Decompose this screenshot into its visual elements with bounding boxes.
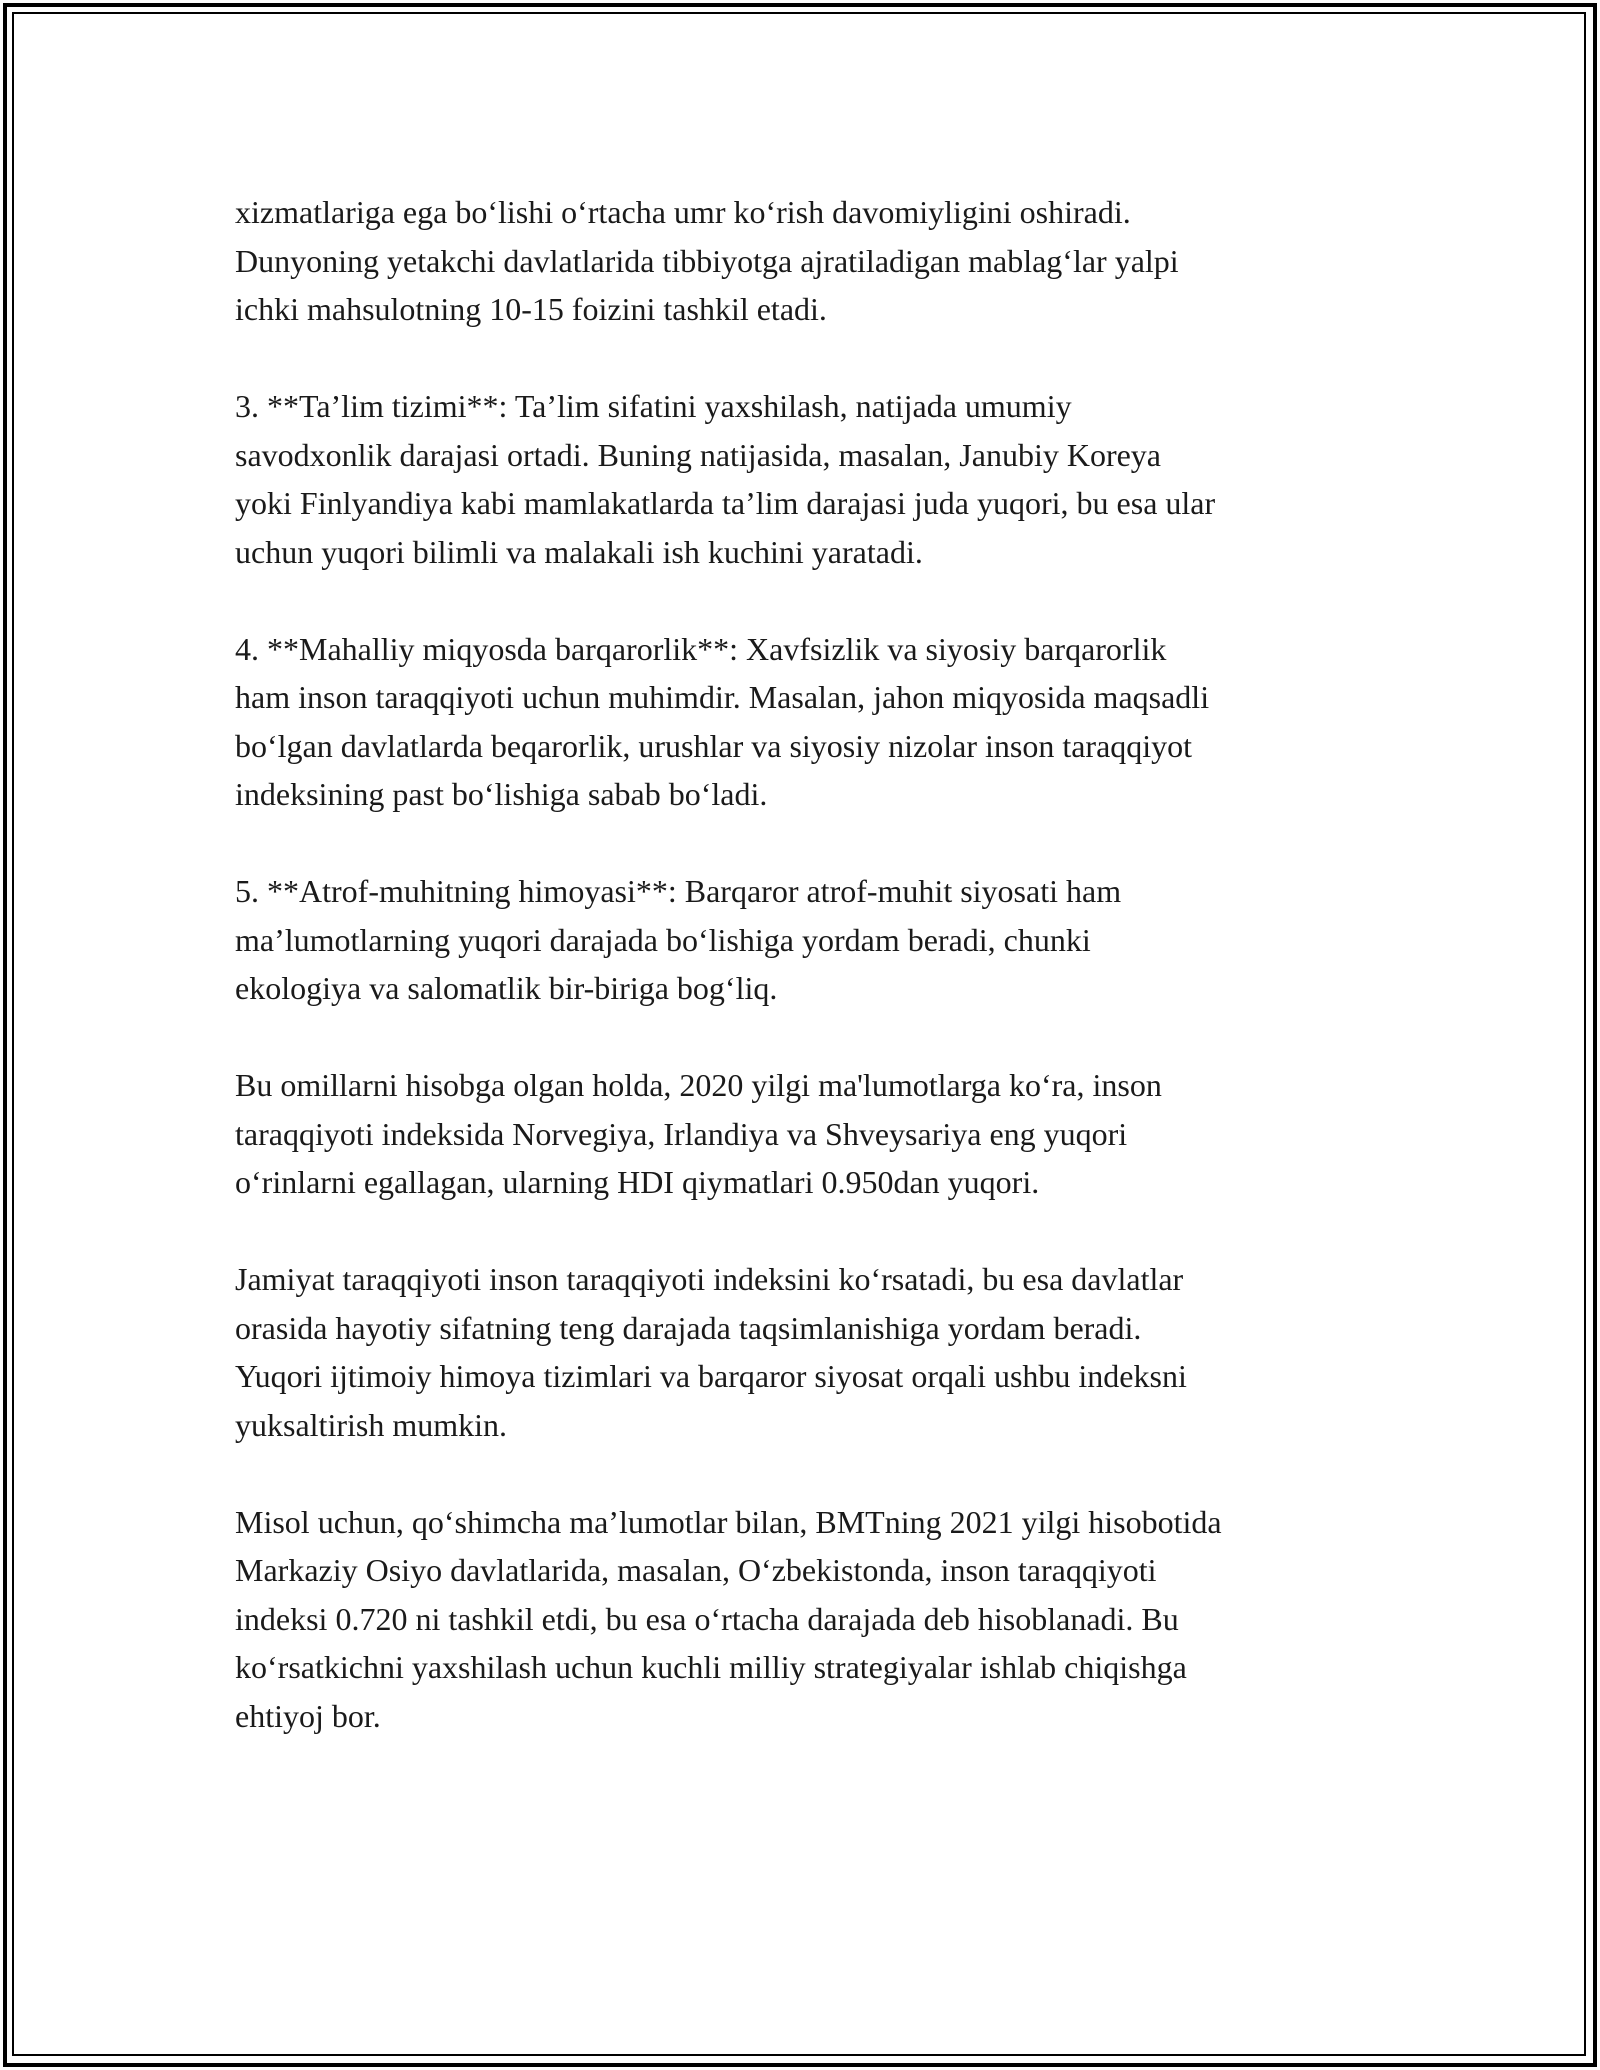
paragraph-hdi-2020: Bu omillarni hisobga olgan holda, 2020 yilgi ma'lumotlarga ko‘ra, inson taraqqiyoti indeksida Norvegiya, Irlandiya va Shveysariya eng yuqori o‘rinlarni egallagan, ularning HDI qiymatlari 0.950dan yuqori.: [235, 1067, 1162, 1200]
paragraph-local-stability: 4. **Mahalliy miqyosda barqarorlik**: Xavfsizlik va siyosiy barqarorlik ham inson taraqqiyoti uchun muhimdir. Masalan, jahon miqyosida maqsadli bo‘lgan davlatlarda beqarorlik, urushlar va siyosiy nizolar inson taraqqiyot indeksining past bo‘lishiga sabab bo‘ladi.: [235, 630, 1210, 812]
paragraph-society-development: Jamiyat taraqqiyoti inson taraqqiyoti indeksini ko‘rsatadi, bu esa davlatlar orasida hayotiy sifatning teng darajada taqsimlanishiga yordam beradi. Yuqori ijtimoiy himoya tizimlari va barqaror siyosat orqali ushbu indeksni yuksaltirish mumkin.: [235, 1261, 1187, 1443]
paragraph-environment-protection: 5. **Atrof-muhitning himoyasi**: Barqaror atrof-muhit siyosati ham ma’lumotlarning yuqori darajada bo‘lishiga yordam beradi, chunki ekologiya va salomatlik bir-biriga bog‘liq.: [235, 873, 1122, 1006]
paragraph-uzbekistan-example: Misol uchun, qo‘shimcha ma’lumotlar bilan, BMTning 2021 yilgi hisobotida Markaziy Osiyo davlatlarida, masalan, O‘zbekistonda, inson taraqqiyoti indeksi 0.720 ni tashkil etdi, bu esa o‘rtacha darajada deb hisoblanadi. Bu ko‘rsatkichni yaxshilash uchun kuchli milliy strategiyalar ishlab chiqishga ehtiyoj bor.: [235, 1503, 1222, 1734]
paragraph-education-system: 3. **Ta’lim tizimi**: Ta’lim sifatini yaxshilash, natijada umumiy savodxonlik darajasi ortadi. Buning natijasida, masalan, Janubiy Koreya yoki Finlyandiya kabi mamlakatlarda ta’lim darajasi juda yuqori, bu esa ular uchun yuqori bilimli va malakali ish kuchini yaratadi.: [235, 388, 1216, 570]
document-body: [235, 188, 1380, 1740]
paragraph-health-spending: xizmatlariga ega bo‘lishi o‘rtacha umr ko‘rish davomiyligini oshiradi. Dunyoning yetakchi davlatlarida tibbiyotga ajratiladigan mablag‘lar yalpi ichki mahsulotning 10-15 foizini tashkil etadi.: [235, 194, 1179, 327]
